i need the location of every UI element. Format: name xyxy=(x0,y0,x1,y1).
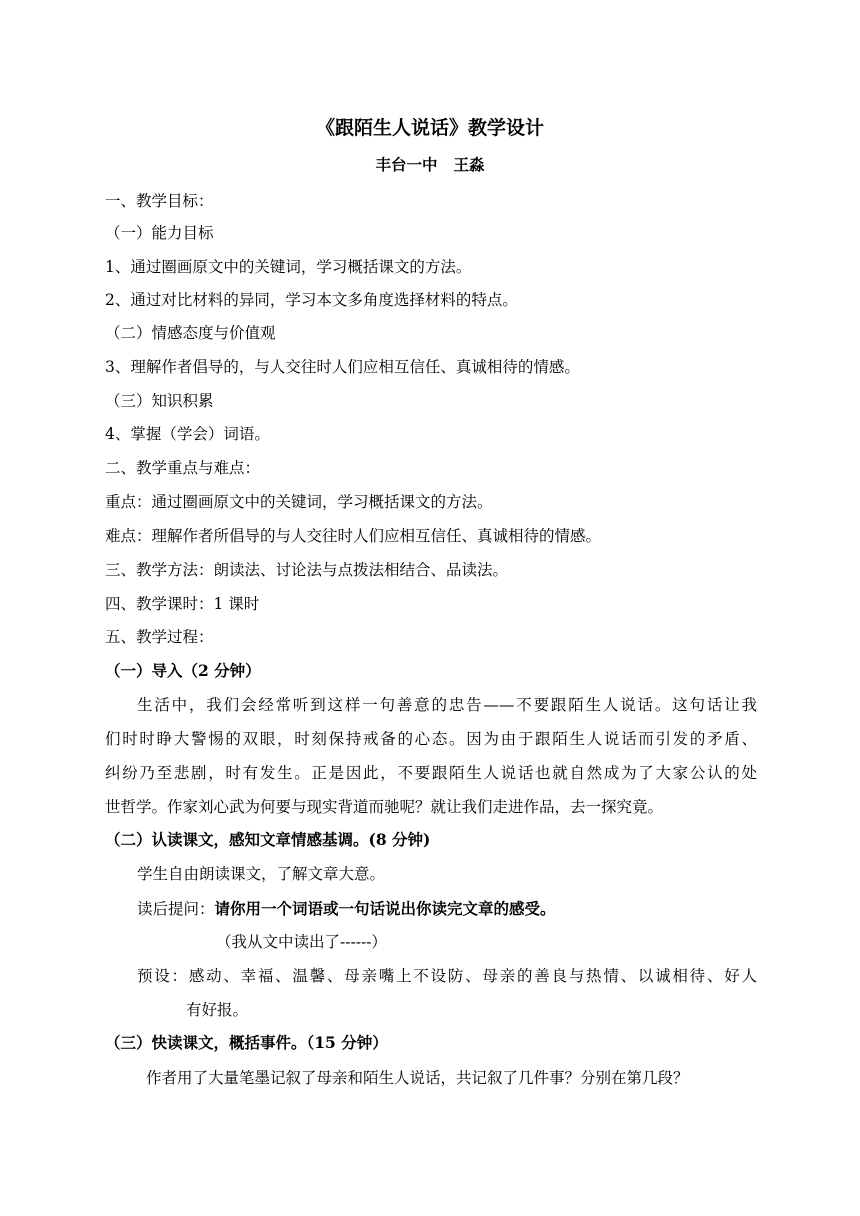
objective-item-2: 2、通过对比材料的异同，学习本文多角度选择材料的特点。 xyxy=(105,291,518,309)
subsection-ability: （一）能力目标 xyxy=(105,224,214,242)
objective-item-4: 4、掌握（学会）词语。 xyxy=(105,425,270,443)
key-point: 重点：通过圈画原文中的关键词，学习概括课文的方法。 xyxy=(105,493,493,511)
intro-paragraph-line-2: 们时时睁大警惕的双眼，时刻保持戒备的心态。因为由于跟陌生人说话而引发的矛盾、 xyxy=(105,730,757,748)
intro-paragraph-line-3: 纠纷乃至悲剧，时有发生。正是因此，不要跟陌生人说话也就自然成为了大家公认的处 xyxy=(105,764,757,782)
section-heading-process: 五、教学过程： xyxy=(105,628,214,646)
process-heading-reading: （二）认读课文，感知文章情感基调。(8 分钟) xyxy=(105,830,431,849)
intro-paragraph-line-1: 生活中，我们会经常听到这样一句善意的忠告——不要跟陌生人说话。这句话让我 xyxy=(137,696,757,714)
reading-question xyxy=(137,899,556,919)
subsection-knowledge: （三）知识积累 xyxy=(105,392,214,410)
reading-hint: （我从文中读出了------） xyxy=(216,933,387,951)
preset-answer-line-1: 预设：感动、幸福、温馨、母亲嘴上不设防、母亲的善良与热情、以诚相待、好人 xyxy=(137,967,757,985)
intro-paragraph-line-4: 世哲学。作家刘心武为何要与现实背道而驰呢？就让我们走进作品，去一探究竟。 xyxy=(105,798,664,816)
section-heading-hours: 四、教学课时：1 课时 xyxy=(105,595,260,613)
difficult-point: 难点：理解作者所倡导的与人交往时人们应相互信任、真诚相待的情感。 xyxy=(105,527,602,545)
objective-item-1: 1、通过圈画原文中的关键词，学习概括课文的方法。 xyxy=(105,258,472,276)
reading-instruction: 学生自由朗读课文，了解文章大意。 xyxy=(137,865,386,883)
objective-item-3: 3、理解作者倡导的，与人交往时人们应相互信任、真诚相待的情感。 xyxy=(105,358,580,376)
summary-question: 作者用了大量笔墨记叙了母亲和陌生人说话，共记叙了几件事？分别在第几段？ xyxy=(146,1069,689,1087)
section-heading-methods: 三、教学方法：朗读法、讨论法与点拨法相结合、品读法。 xyxy=(105,561,509,579)
process-heading-summary: （三）快读课文，概括事件。（15 分钟） xyxy=(105,1033,388,1052)
reading-question-text: 请你用一个词语或一句话说出你读完文章的感受。 xyxy=(214,899,556,918)
author-school: 丰台一中 xyxy=(375,155,438,174)
preset-answer-line-2: 有好报。 xyxy=(186,1001,249,1019)
process-heading-intro: （一）导入（2 分钟） xyxy=(105,661,261,680)
subsection-emotion: （二）情感态度与价值观 xyxy=(105,324,276,342)
author-line xyxy=(0,155,860,175)
section-heading-objectives: 一、教学目标： xyxy=(105,192,214,210)
section-heading-key-points: 二、教学重点与难点： xyxy=(105,459,261,477)
document-title: 《跟陌生人说话》教学设计 xyxy=(315,117,544,139)
reading-question-label: 读后提问： xyxy=(137,900,215,918)
author-name: 王淼 xyxy=(453,155,485,174)
